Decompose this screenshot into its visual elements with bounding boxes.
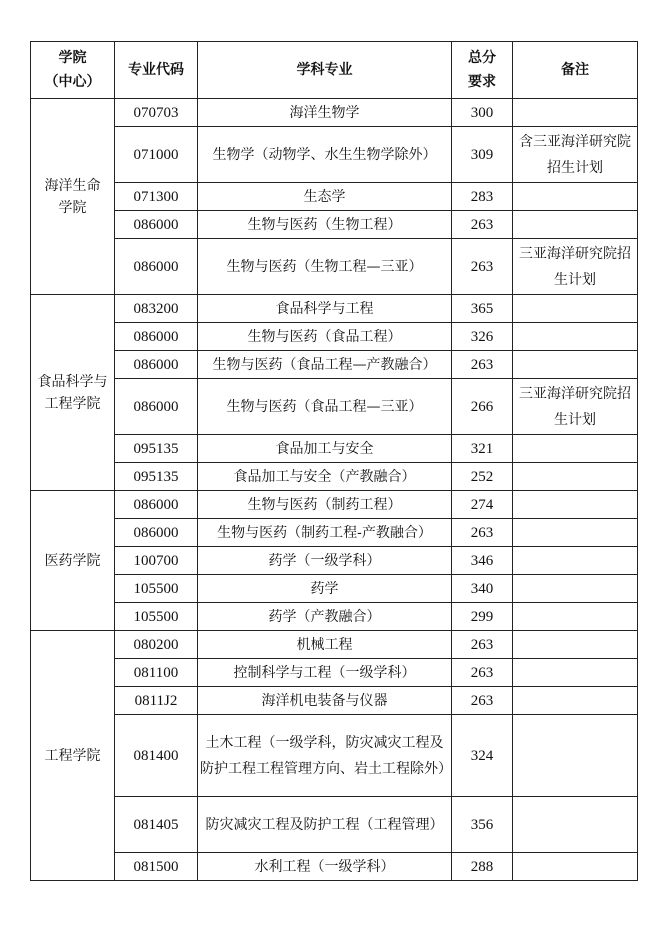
major-code: 086000 <box>115 491 198 519</box>
note-cell <box>513 183 638 211</box>
note-cell <box>513 687 638 715</box>
table-row <box>31 547 638 575</box>
table-row <box>31 463 638 491</box>
total-score: 346 <box>452 547 513 575</box>
table-row <box>31 183 638 211</box>
note-cell <box>513 295 638 323</box>
total-score: 274 <box>452 491 513 519</box>
table-row <box>31 603 638 631</box>
table-row <box>31 379 638 435</box>
note-cell <box>513 491 638 519</box>
major-name: 药学（一级学科） <box>198 547 452 575</box>
note-cell <box>513 631 638 659</box>
major-name: 生态学 <box>198 183 452 211</box>
college-cell: 工程学院 <box>31 631 115 881</box>
major-code: 080200 <box>115 631 198 659</box>
major-code: 071300 <box>115 183 198 211</box>
table-row <box>31 323 638 351</box>
major-name: 土木工程（一级学科，防灾减灾工程及防护工程工程管理方向、岩土工程除外） <box>198 715 452 797</box>
note-cell <box>513 575 638 603</box>
total-score: 263 <box>452 351 513 379</box>
header-code: 专业代码 <box>115 42 198 99</box>
header-college: 学院 （中心） <box>31 42 115 99</box>
total-score: 283 <box>452 183 513 211</box>
major-code: 086000 <box>115 379 198 435</box>
major-code: 086000 <box>115 239 198 295</box>
note-cell: 含三亚海洋研究院招生计划 <box>513 127 638 183</box>
total-score: 252 <box>452 463 513 491</box>
table-row <box>31 99 638 127</box>
table-row <box>31 211 638 239</box>
major-name: 海洋机电装备与仪器 <box>198 687 452 715</box>
note-cell: 三亚海洋研究院招生计划 <box>513 379 638 435</box>
note-cell <box>513 519 638 547</box>
major-code: 081100 <box>115 659 198 687</box>
total-score: 263 <box>452 687 513 715</box>
major-name: 生物与医药（食品工程—产教融合） <box>198 351 452 379</box>
major-name: 生物与医药（生物工程—三亚） <box>198 239 452 295</box>
major-name: 药学 <box>198 575 452 603</box>
major-name: 食品科学与工程 <box>198 295 452 323</box>
major-code: 105500 <box>115 575 198 603</box>
college-cell: 医药学院 <box>31 491 115 631</box>
table-row <box>31 435 638 463</box>
major-code: 095135 <box>115 435 198 463</box>
total-score: 324 <box>452 715 513 797</box>
total-score: 263 <box>452 631 513 659</box>
major-name: 生物与医药（生物工程） <box>198 211 452 239</box>
note-cell <box>513 351 638 379</box>
note-cell <box>513 323 638 351</box>
note-cell <box>513 853 638 881</box>
table-row <box>31 575 638 603</box>
major-code: 070703 <box>115 99 198 127</box>
major-code: 086000 <box>115 211 198 239</box>
major-code: 086000 <box>115 519 198 547</box>
table-row <box>31 351 638 379</box>
major-name: 生物与医药（制药工程-产教融合） <box>198 519 452 547</box>
major-name: 生物与医药（食品工程） <box>198 323 452 351</box>
major-code: 081500 <box>115 853 198 881</box>
header-row <box>31 42 638 99</box>
major-code: 0811J2 <box>115 687 198 715</box>
total-score: 263 <box>452 659 513 687</box>
total-score: 326 <box>452 323 513 351</box>
note-cell <box>513 603 638 631</box>
major-code: 095135 <box>115 463 198 491</box>
header-note: 备注 <box>513 42 638 99</box>
major-name: 控制科学与工程（一级学科） <box>198 659 452 687</box>
college-cell: 海洋生命 学院 <box>31 99 115 295</box>
total-score: 299 <box>452 603 513 631</box>
note-cell <box>513 797 638 853</box>
major-code: 086000 <box>115 351 198 379</box>
major-code: 105500 <box>115 603 198 631</box>
header-score: 总分 要求 <box>452 42 513 99</box>
note-cell: 三亚海洋研究院招生计划 <box>513 239 638 295</box>
major-name: 生物与医药（食品工程—三亚） <box>198 379 452 435</box>
table-row <box>31 519 638 547</box>
major-code: 100700 <box>115 547 198 575</box>
major-name: 机械工程 <box>198 631 452 659</box>
table-row <box>31 295 638 323</box>
college-cell: 食品科学与 工程学院 <box>31 295 115 491</box>
total-score: 263 <box>452 519 513 547</box>
major-name: 生物学（动物学、水生生物学除外） <box>198 127 452 183</box>
major-name: 海洋生物学 <box>198 99 452 127</box>
major-name: 生物与医药（制药工程） <box>198 491 452 519</box>
note-cell <box>513 211 638 239</box>
table-row <box>31 239 638 295</box>
table-row <box>31 659 638 687</box>
note-cell <box>513 435 638 463</box>
total-score: 321 <box>452 435 513 463</box>
total-score: 340 <box>452 575 513 603</box>
note-cell <box>513 659 638 687</box>
note-cell <box>513 463 638 491</box>
major-name: 药学（产教融合） <box>198 603 452 631</box>
major-code: 083200 <box>115 295 198 323</box>
header-major: 学科专业 <box>198 42 452 99</box>
table-row <box>31 853 638 881</box>
major-code: 081400 <box>115 715 198 797</box>
total-score: 300 <box>452 99 513 127</box>
total-score: 263 <box>452 211 513 239</box>
table-row <box>31 715 638 797</box>
note-cell <box>513 99 638 127</box>
table-row <box>31 127 638 183</box>
total-score: 288 <box>452 853 513 881</box>
total-score: 365 <box>452 295 513 323</box>
major-name: 食品加工与安全 <box>198 435 452 463</box>
total-score: 266 <box>452 379 513 435</box>
major-name: 防灾减灾工程及防护工程（工程管理） <box>198 797 452 853</box>
admission-score-table <box>30 41 638 881</box>
table-row <box>31 797 638 853</box>
total-score: 309 <box>452 127 513 183</box>
major-code: 071000 <box>115 127 198 183</box>
major-code: 081405 <box>115 797 198 853</box>
table-row <box>31 631 638 659</box>
major-name: 食品加工与安全（产教融合） <box>198 463 452 491</box>
note-cell <box>513 547 638 575</box>
table-row <box>31 491 638 519</box>
total-score: 356 <box>452 797 513 853</box>
table-row <box>31 687 638 715</box>
major-name: 水利工程（一级学科） <box>198 853 452 881</box>
major-code: 086000 <box>115 323 198 351</box>
total-score: 263 <box>452 239 513 295</box>
note-cell <box>513 715 638 797</box>
